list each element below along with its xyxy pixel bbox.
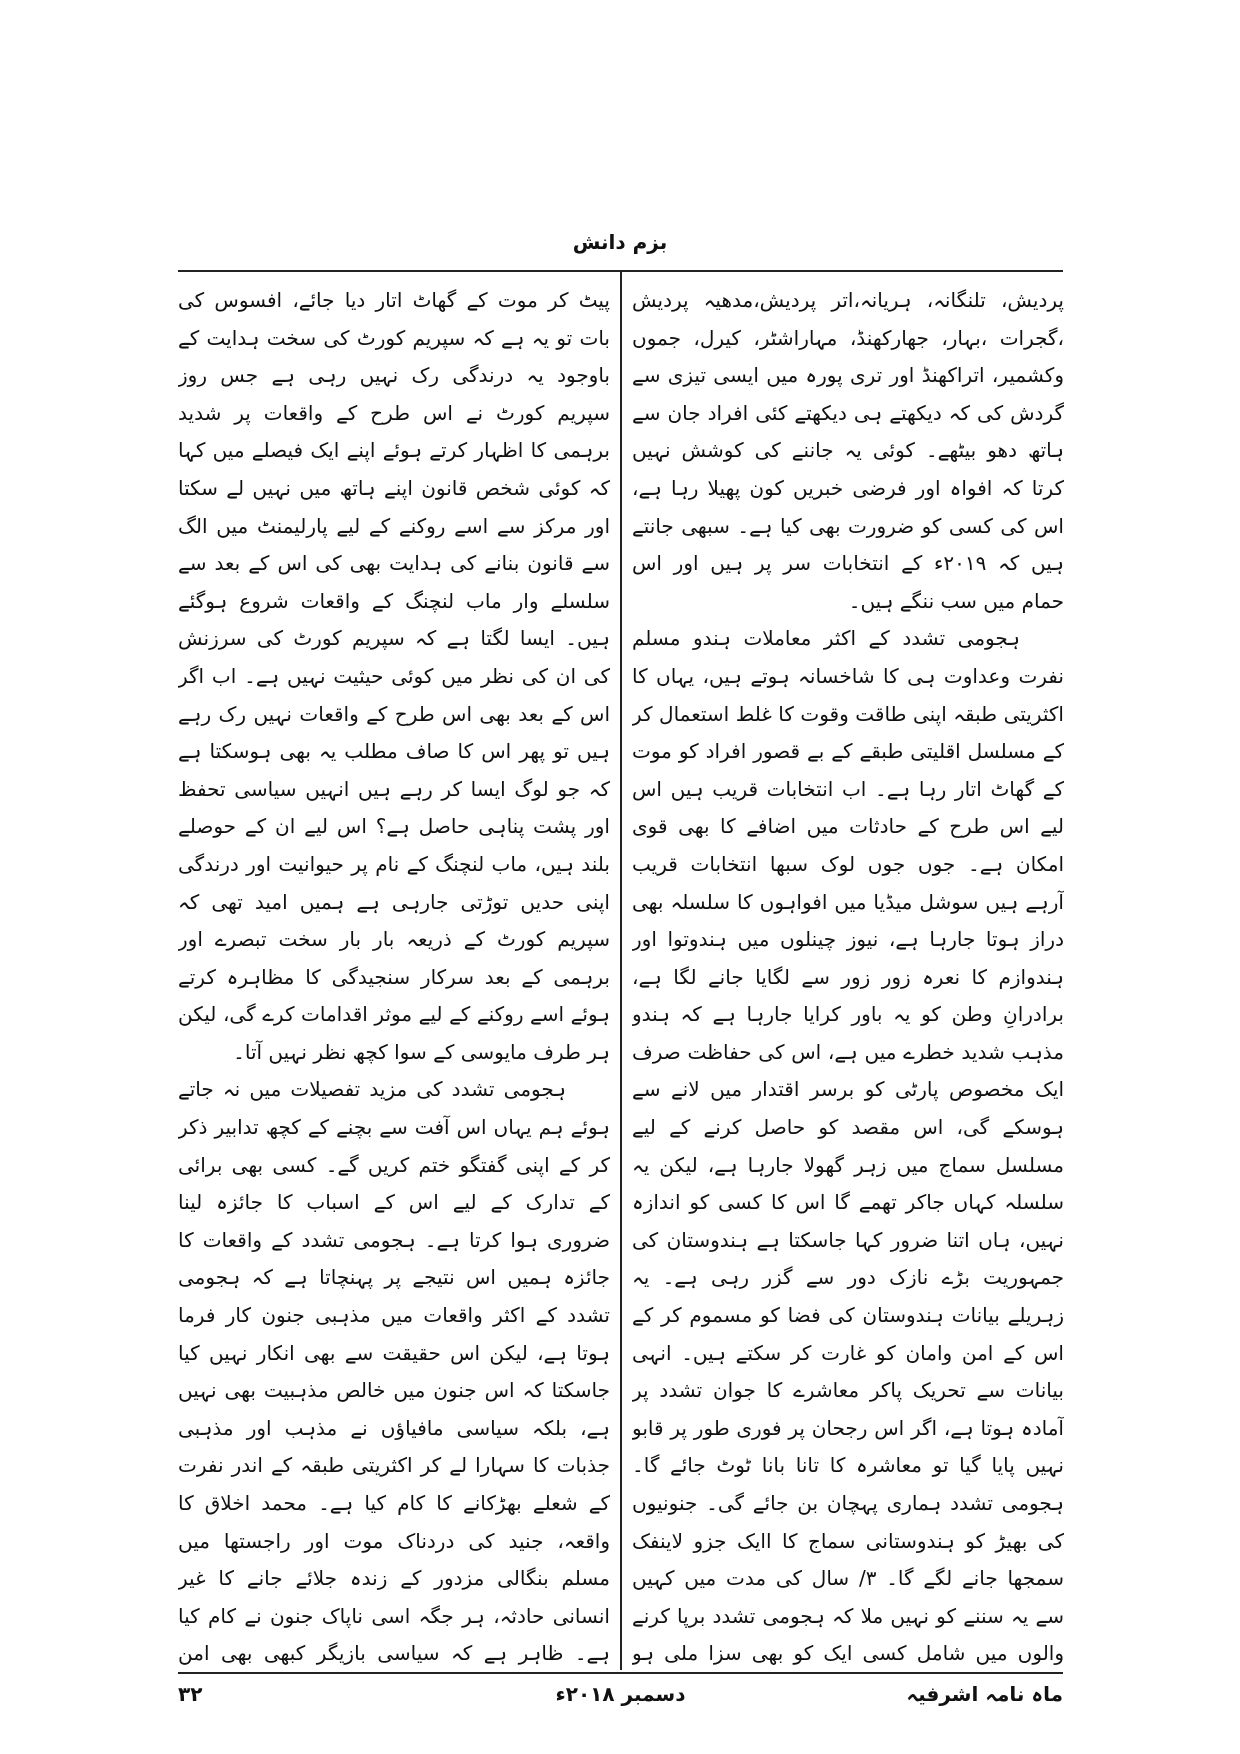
paragraph: ہجومی تشدد کی مزید تفصیلات میں نہ جاتے ہوئے ہم یہاں اس آفت سے بچنے کے کچھ تدابیر ذکر کر کے اپنی گفتگو ختم کریں گے۔ کسی بھی برائی کے تدارک کے لیے اس کے اسباب کا جائزہ لینا ضروری ہوا کرتا ہے۔ ہجومی تشدد کے واقعات کا جائزہ ہمیں اس نتیجے پر پہنچاتا ہے کہ ہجومی تشدد کے اکثر واقعات میں مذہبی جنون کار فرما ہوتا ہے، لیکن اس حقیقت سے بھی انکار نہیں کیا جاسکتا کہ اس جنون میں خالص مذہبیت بھی نہیں ہے، بلکہ سیاسی مافیاؤں نے مذہب اور مذہبی جذبات کا سہارا لے کر اکثریتی طبقہ کے اندر نفرت کے شعلے بھڑکانے کا کام کیا ہے۔ محمد اخلاق کا واقعہ، جنید کی دردناک موت اور راجستھا میں مسلم بنگالی مزدور کے زندہ جلائے جانے کا غیر انسانی حادثہ، ہر جگہ اسی ناپاک جنون نے کام کیا ہے۔ ظاہر ہے کہ سیاسی بازیگر کبھی بھی امن (178, 1077, 610, 1666)
page-number: ۳۲ (178, 1682, 203, 1706)
right-column (632, 282, 1064, 1668)
left-column (178, 282, 610, 1668)
column-divider (620, 272, 622, 1670)
magazine-name: ماہ نامہ اشرفیہ (906, 1682, 1063, 1706)
issue-date: دسمبر ۲۰۱۸ء (555, 1682, 686, 1706)
paragraph: پیٹ کر موت کے گھاٹ اتار دیا جائے، افسوس کی بات تو یہ ہے کہ سپریم کورٹ کی سخت ہدایت کے باوجود یہ درندگی رک نہیں رہی ہے جس روز سپریم کورٹ نے اس طرح کے واقعات پر شدید برہمی کا اظہار کرتے ہوئے اپنے ایک فیصلے میں کہا کہ کوئی شخص قانون اپنے ہاتھ میں نہیں لے سکتا اور مرکز سے اسے روکنے کے لیے پارلیمنٹ میں الگ سے قانون بنانے کی ہدایت بھی کی اس کے بعد سے سلسلے وار ماب لنچنگ کے واقعات شروع ہوگئے ہیں۔ ایسا لگتا ہے کہ سپریم کورٹ کی سرزنش کی ان کی نظر میں کوئی حیثیت نہیں ہے۔ اب اگر اس کے بعد بھی اس طرح کے واقعات نہیں رک رہے ہیں تو پھر اس کا صاف مطلب یہ بھی ہوسکتا ہے کہ جو لوگ ایسا کر رہے ہیں انہیں سیاسی تحفظ اور پشت پناہی حاصل ہے؟ اس لیے ان کے حوصلے بلند ہیں، ماب لنچنگ کے نام پر حیوانیت اور درندگی اپنی حدیں توڑتی جارہی ہے ہمیں امید تھی کہ سپریم کورٹ کے ذریعہ بار بار سخت تبصرے اور برہمی کے بعد سرکار سنجیدگی کا مظاہرہ کرتے ہوئے اسے روکنے کے لیے موثر اقدامات کرے گی، لیکن ہر طرف مایوسی کے سوا کچھ نظر نہیں آتا۔ (178, 288, 610, 1064)
paragraph: پردیش، تلنگانہ، ہریانہ،اتر پردیش،مدھیہ پردیش ،گجرات ،بہار، جھارکھنڈ، مہاراشٹر، کیرل، جموں وکشمیر، اتراکھنڈ اور تری پورہ میں ایسی تیزی سے گردش کی کہ دیکھتے ہی دیکھتے کئی افراد جان سے ہاتھ دھو بیٹھے۔ کوئی یہ جاننے کی کوشش نہیں کرتا کہ افواہ اور فرضی خبریں کون پھیلا رہا ہے، اس کی کسی کو ضرورت بھی کیا ہے۔ سبھی جانتے ہیں کہ ۲۰۱۹ء کے انتخابات سر پر ہیں اور اس حمام میں سب ننگے ہیں۔ (632, 288, 1064, 613)
page-footer (178, 1682, 1063, 1714)
paragraph: ہجومی تشدد کے اکثر معاملات ہندو مسلم نفرت وعداوت ہی کا شاخسانہ ہوتے ہیں، یہاں کا اکثریتی طبقہ اپنی طاقت وقوت کا غلط استعمال کر کے مسلسل اقلیتی طبقے کے بے قصور افراد کو موت کے گھاٹ اتار رہا ہے۔ اب انتخابات قریب ہیں اس لیے اس طرح کے حادثات میں اضافے کا بھی قوی امکان ہے۔ جوں جوں لوک سبھا انتخابات قریب آرہے ہیں سوشل میڈیا میں افواہوں کا سلسلہ بھی دراز ہوتا جارہا ہے، نیوز چینلوں میں ہندوتوا اور ہندوازم کا نعرہ زور زور سے لگایا جانے لگا ہے، برادرانِ وطن کو یہ باور کرایا جارہا ہے کہ ہندو مذہب شدید خطرے میں ہے، اس کی حفاظت صرف ایک مخصوص پارٹی کو برسر اقتدار میں لانے سے ہوسکے گی، اس مقصد کو حاصل کرنے کے لیے مسلسل سماج میں زہر گھولا جارہا ہے، لیکن یہ سلسلہ کہاں جاکر تھمے گا اس کا کسی کو اندازہ نہیں، ہاں اتنا ضرور کہا جاسکتا ہے ہندوستان کی جمہوریت بڑے نازک دور سے گزر رہی ہے۔ یہ زہریلے بیانات ہندوستان کی فضا کو مسموم کر کے اس کے امن وامان کو غارت کر سکتے ہیں۔ انہی بیانات سے تحریک پاکر معاشرے کا جوان تشدد پر آمادہ ہوتا ہے، اگر اس رجحان پر فوری طور پر قابو نہیں پایا گیا تو معاشرہ کا تانا بانا ٹوٹ جائے گا۔ ہجومی تشدد ہماری پہچان بن جائے گی۔ جنونیوں کی بھیڑ کو ہندوستانی سماج کا اایک جزو لاینفک سمجھا جانے لگے گا۔ ۳/ سال کی مدت میں کہیں سے یہ سننے کو نہیں ملا کہ ہجومی تشدد برپا کرنے والوں میں شامل کسی ایک کو بھی سزا ملی ہو (632, 626, 1064, 1666)
bottom-rule (178, 1672, 1063, 1674)
section-title: بزم دانش (572, 230, 668, 254)
